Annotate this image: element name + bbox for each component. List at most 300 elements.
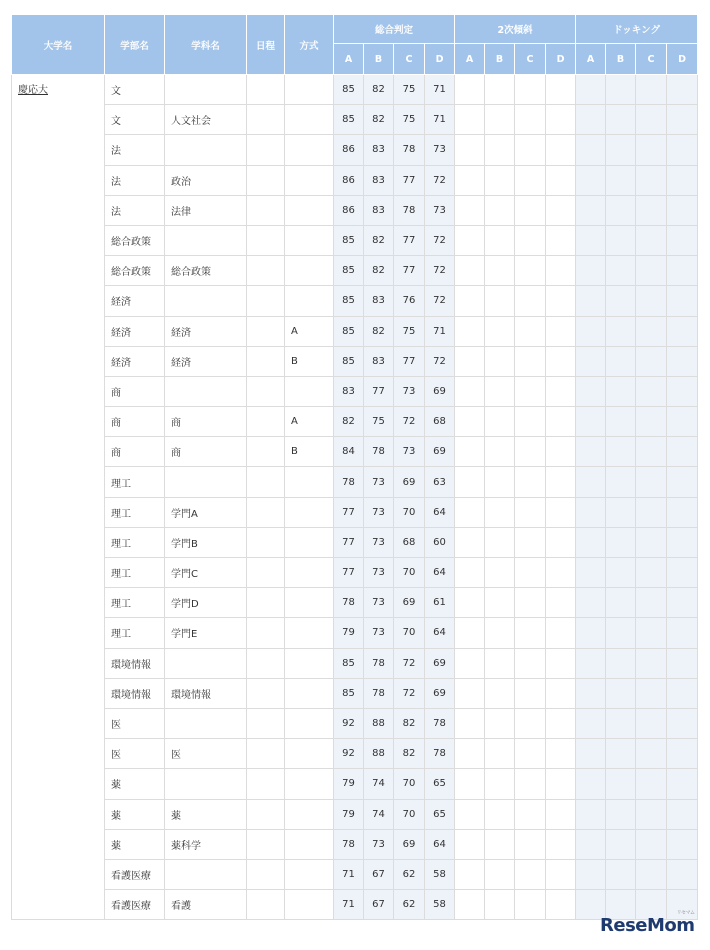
- docking-score-cell: [606, 437, 636, 467]
- niji-score-cell: [485, 618, 515, 648]
- sogo-score-cell: 85: [334, 225, 364, 255]
- header-group-niji: 2次傾斜: [455, 15, 576, 44]
- header-faculty: 学部名: [105, 15, 165, 75]
- sogo-score-cell: 76: [394, 286, 425, 316]
- schedule-cell: [247, 437, 285, 467]
- university-name-link[interactable]: [12, 75, 105, 920]
- niji-score-cell: [546, 859, 576, 889]
- table-row: [12, 829, 698, 859]
- schedule-cell: [247, 497, 285, 527]
- docking-score-cell: [576, 769, 606, 799]
- niji-score-cell: [546, 437, 576, 467]
- method-cell: [285, 497, 334, 527]
- table-row: [12, 588, 698, 618]
- sogo-score-cell: 71: [425, 105, 455, 135]
- sogo-score-cell: 69: [425, 376, 455, 406]
- header-letter: A: [334, 44, 364, 75]
- sogo-score-cell: 77: [364, 376, 394, 406]
- sogo-score-cell: 73: [394, 376, 425, 406]
- niji-score-cell: [485, 467, 515, 497]
- header-group-docking: ドッキング: [576, 15, 698, 44]
- sogo-score-cell: 72: [425, 286, 455, 316]
- method-cell: [285, 256, 334, 286]
- niji-score-cell: [515, 618, 546, 648]
- niji-score-cell: [485, 316, 515, 346]
- docking-score-cell: [576, 708, 606, 738]
- department-cell: 環境情報: [165, 678, 247, 708]
- method-cell: [285, 558, 334, 588]
- sogo-score-cell: 75: [394, 105, 425, 135]
- niji-score-cell: [485, 135, 515, 165]
- docking-score-cell: [576, 75, 606, 105]
- sogo-score-cell: 85: [334, 75, 364, 105]
- docking-score-cell: [576, 678, 606, 708]
- niji-score-cell: [515, 859, 546, 889]
- docking-score-cell: [576, 618, 606, 648]
- schedule-cell: [247, 799, 285, 829]
- sogo-score-cell: 83: [364, 135, 394, 165]
- logo-text: ReseMom: [600, 915, 695, 936]
- department-cell: [165, 467, 247, 497]
- niji-score-cell: [455, 708, 485, 738]
- schedule-cell: [247, 769, 285, 799]
- niji-score-cell: [515, 558, 546, 588]
- sogo-score-cell: 71: [425, 316, 455, 346]
- sogo-score-cell: 72: [394, 407, 425, 437]
- faculty-cell: 看護医療: [105, 890, 165, 920]
- schedule-cell: [247, 678, 285, 708]
- docking-score-cell: [606, 105, 636, 135]
- schedule-cell: [247, 890, 285, 920]
- docking-score-cell: [606, 225, 636, 255]
- docking-score-cell: [576, 437, 606, 467]
- department-cell: 人文社会: [165, 105, 247, 135]
- faculty-cell: 薬: [105, 799, 165, 829]
- faculty-cell: 理工: [105, 588, 165, 618]
- docking-score-cell: [606, 407, 636, 437]
- docking-score-cell: [606, 135, 636, 165]
- docking-score-cell: [606, 588, 636, 618]
- sogo-score-cell: 73: [364, 618, 394, 648]
- sogo-score-cell: 83: [364, 165, 394, 195]
- sogo-score-cell: 77: [334, 497, 364, 527]
- schedule-cell: [247, 105, 285, 135]
- method-cell: [285, 135, 334, 165]
- niji-score-cell: [485, 105, 515, 135]
- docking-score-cell: [667, 316, 698, 346]
- docking-score-cell: [667, 256, 698, 286]
- niji-score-cell: [546, 105, 576, 135]
- niji-score-cell: [515, 678, 546, 708]
- niji-score-cell: [485, 195, 515, 225]
- department-cell: [165, 769, 247, 799]
- sogo-score-cell: 78: [334, 588, 364, 618]
- method-cell: [285, 286, 334, 316]
- niji-score-cell: [455, 527, 485, 557]
- table-row: [12, 859, 698, 889]
- faculty-cell: 文: [105, 105, 165, 135]
- method-cell: [285, 195, 334, 225]
- sogo-score-cell: 62: [394, 890, 425, 920]
- faculty-cell: 商: [105, 376, 165, 406]
- sogo-score-cell: 73: [394, 437, 425, 467]
- faculty-cell: 理工: [105, 527, 165, 557]
- department-cell: 看護: [165, 890, 247, 920]
- docking-score-cell: [576, 558, 606, 588]
- niji-score-cell: [455, 225, 485, 255]
- faculty-cell: 経済: [105, 316, 165, 346]
- docking-score-cell: [636, 527, 667, 557]
- department-cell: [165, 286, 247, 316]
- docking-score-cell: [576, 648, 606, 678]
- sogo-score-cell: 73: [364, 497, 394, 527]
- docking-score-cell: [606, 165, 636, 195]
- niji-score-cell: [515, 376, 546, 406]
- header-letter: A: [455, 44, 485, 75]
- sogo-score-cell: 82: [364, 256, 394, 286]
- niji-score-cell: [546, 225, 576, 255]
- docking-score-cell: [576, 165, 606, 195]
- docking-score-cell: [636, 588, 667, 618]
- method-cell: [285, 859, 334, 889]
- niji-score-cell: [455, 195, 485, 225]
- sogo-score-cell: 73: [425, 195, 455, 225]
- niji-score-cell: [455, 346, 485, 376]
- docking-score-cell: [667, 497, 698, 527]
- sogo-score-cell: 72: [394, 648, 425, 678]
- docking-score-cell: [636, 618, 667, 648]
- sogo-score-cell: 72: [425, 346, 455, 376]
- schedule-cell: [247, 618, 285, 648]
- docking-score-cell: [667, 225, 698, 255]
- schedule-cell: [247, 829, 285, 859]
- docking-score-cell: [667, 859, 698, 889]
- method-cell: [285, 588, 334, 618]
- sogo-score-cell: 72: [425, 165, 455, 195]
- docking-score-cell: [576, 286, 606, 316]
- university-name[interactable]: 慶応大: [18, 85, 48, 96]
- sogo-score-cell: 65: [425, 799, 455, 829]
- niji-score-cell: [485, 890, 515, 920]
- faculty-cell: 薬: [105, 769, 165, 799]
- niji-score-cell: [515, 286, 546, 316]
- sogo-score-cell: 92: [334, 739, 364, 769]
- docking-score-cell: [606, 467, 636, 497]
- sogo-score-cell: 78: [364, 678, 394, 708]
- docking-score-cell: [636, 75, 667, 105]
- niji-score-cell: [515, 165, 546, 195]
- sogo-score-cell: 68: [394, 527, 425, 557]
- method-cell: [285, 739, 334, 769]
- niji-score-cell: [515, 256, 546, 286]
- schedule-cell: [247, 286, 285, 316]
- method-cell: [285, 165, 334, 195]
- docking-score-cell: [636, 376, 667, 406]
- docking-score-cell: [636, 829, 667, 859]
- docking-score-cell: [636, 286, 667, 316]
- niji-score-cell: [546, 407, 576, 437]
- faculty-cell: 環境情報: [105, 648, 165, 678]
- docking-score-cell: [606, 739, 636, 769]
- schedule-cell: [247, 739, 285, 769]
- docking-score-cell: [636, 195, 667, 225]
- department-cell: 経済: [165, 346, 247, 376]
- sogo-score-cell: 82: [394, 739, 425, 769]
- docking-score-cell: [576, 829, 606, 859]
- sogo-score-cell: 82: [364, 316, 394, 346]
- sogo-score-cell: 64: [425, 558, 455, 588]
- niji-score-cell: [455, 497, 485, 527]
- niji-score-cell: [546, 527, 576, 557]
- sogo-score-cell: 73: [364, 558, 394, 588]
- docking-score-cell: [667, 829, 698, 859]
- docking-score-cell: [636, 769, 667, 799]
- docking-score-cell: [667, 286, 698, 316]
- niji-score-cell: [515, 708, 546, 738]
- docking-score-cell: [667, 558, 698, 588]
- table-row: [12, 75, 698, 105]
- sogo-score-cell: 73: [364, 829, 394, 859]
- docking-score-cell: [636, 105, 667, 135]
- department-cell: 商: [165, 437, 247, 467]
- niji-score-cell: [515, 75, 546, 105]
- sogo-score-cell: 64: [425, 829, 455, 859]
- schedule-cell: [247, 648, 285, 678]
- niji-score-cell: [515, 829, 546, 859]
- table-row: [12, 708, 698, 738]
- faculty-cell: 経済: [105, 286, 165, 316]
- faculty-cell: 医: [105, 739, 165, 769]
- sogo-score-cell: 77: [394, 165, 425, 195]
- niji-score-cell: [546, 799, 576, 829]
- niji-score-cell: [515, 346, 546, 376]
- method-cell: [285, 467, 334, 497]
- docking-score-cell: [667, 769, 698, 799]
- docking-score-cell: [636, 497, 667, 527]
- niji-score-cell: [546, 75, 576, 105]
- sogo-score-cell: 67: [364, 890, 394, 920]
- sogo-score-cell: 72: [425, 256, 455, 286]
- niji-score-cell: [515, 527, 546, 557]
- docking-score-cell: [636, 558, 667, 588]
- schedule-cell: [247, 75, 285, 105]
- niji-score-cell: [455, 316, 485, 346]
- sogo-score-cell: 74: [364, 799, 394, 829]
- table-row: [12, 527, 698, 557]
- niji-score-cell: [546, 165, 576, 195]
- sogo-score-cell: 86: [334, 195, 364, 225]
- table-row: [12, 256, 698, 286]
- docking-score-cell: [606, 829, 636, 859]
- docking-score-cell: [636, 316, 667, 346]
- sogo-score-cell: 73: [364, 527, 394, 557]
- sogo-score-cell: 69: [394, 829, 425, 859]
- faculty-cell: 法: [105, 135, 165, 165]
- header-schedule: 日程: [247, 15, 285, 75]
- table-row: [12, 467, 698, 497]
- method-cell: B: [285, 346, 334, 376]
- niji-score-cell: [546, 497, 576, 527]
- table-row: [12, 135, 698, 165]
- niji-score-cell: [455, 105, 485, 135]
- department-cell: [165, 135, 247, 165]
- docking-score-cell: [606, 286, 636, 316]
- table-row: [12, 648, 698, 678]
- schedule-cell: [247, 316, 285, 346]
- faculty-cell: 理工: [105, 618, 165, 648]
- niji-score-cell: [485, 437, 515, 467]
- niji-score-cell: [485, 376, 515, 406]
- faculty-cell: 商: [105, 437, 165, 467]
- niji-score-cell: [546, 890, 576, 920]
- sogo-score-cell: 79: [334, 618, 364, 648]
- docking-score-cell: [576, 497, 606, 527]
- docking-score-cell: [606, 799, 636, 829]
- docking-score-cell: [636, 859, 667, 889]
- docking-score-cell: [636, 739, 667, 769]
- docking-score-cell: [576, 135, 606, 165]
- sogo-score-cell: 83: [334, 376, 364, 406]
- department-cell: [165, 708, 247, 738]
- docking-score-cell: [636, 225, 667, 255]
- docking-score-cell: [576, 467, 606, 497]
- sogo-score-cell: 79: [334, 769, 364, 799]
- niji-score-cell: [485, 225, 515, 255]
- niji-score-cell: [455, 588, 485, 618]
- sogo-score-cell: 62: [394, 859, 425, 889]
- niji-score-cell: [546, 708, 576, 738]
- sogo-score-cell: 70: [394, 558, 425, 588]
- sogo-score-cell: 77: [334, 558, 364, 588]
- niji-score-cell: [546, 558, 576, 588]
- header-group-sogo: 総合判定: [334, 15, 455, 44]
- niji-score-cell: [485, 708, 515, 738]
- niji-score-cell: [455, 618, 485, 648]
- faculty-cell: 商: [105, 407, 165, 437]
- header-letter: D: [546, 44, 576, 75]
- method-cell: B: [285, 437, 334, 467]
- method-cell: [285, 769, 334, 799]
- faculty-cell: 経済: [105, 346, 165, 376]
- sogo-score-cell: 85: [334, 256, 364, 286]
- sogo-score-cell: 73: [364, 588, 394, 618]
- docking-score-cell: [636, 648, 667, 678]
- method-cell: [285, 527, 334, 557]
- table-row: [12, 195, 698, 225]
- sogo-score-cell: 78: [334, 467, 364, 497]
- docking-score-cell: [636, 437, 667, 467]
- niji-score-cell: [485, 739, 515, 769]
- sogo-score-cell: 71: [334, 859, 364, 889]
- niji-score-cell: [546, 256, 576, 286]
- schedule-cell: [247, 558, 285, 588]
- niji-score-cell: [485, 165, 515, 195]
- sogo-score-cell: 71: [334, 890, 364, 920]
- docking-score-cell: [667, 678, 698, 708]
- niji-score-cell: [546, 376, 576, 406]
- niji-score-cell: [515, 799, 546, 829]
- niji-score-cell: [515, 195, 546, 225]
- faculty-cell: 法: [105, 195, 165, 225]
- niji-score-cell: [546, 346, 576, 376]
- niji-score-cell: [546, 829, 576, 859]
- header-letter: B: [485, 44, 515, 75]
- table-row: [12, 407, 698, 437]
- niji-score-cell: [455, 75, 485, 105]
- docking-score-cell: [667, 527, 698, 557]
- table-row: [12, 558, 698, 588]
- niji-score-cell: [515, 407, 546, 437]
- docking-score-cell: [576, 376, 606, 406]
- department-cell: 医: [165, 739, 247, 769]
- department-cell: 政治: [165, 165, 247, 195]
- table-row: [12, 165, 698, 195]
- schedule-cell: [247, 527, 285, 557]
- docking-score-cell: [667, 739, 698, 769]
- niji-score-cell: [546, 195, 576, 225]
- schedule-cell: [247, 708, 285, 738]
- docking-score-cell: [667, 799, 698, 829]
- niji-score-cell: [515, 769, 546, 799]
- sogo-score-cell: 83: [364, 346, 394, 376]
- niji-score-cell: [515, 437, 546, 467]
- niji-score-cell: [546, 135, 576, 165]
- sogo-score-cell: 67: [364, 859, 394, 889]
- resemom-logo: [600, 910, 695, 936]
- sogo-score-cell: 83: [364, 195, 394, 225]
- department-cell: [165, 376, 247, 406]
- docking-score-cell: [667, 376, 698, 406]
- table-row: [12, 678, 698, 708]
- schedule-cell: [247, 588, 285, 618]
- niji-score-cell: [455, 739, 485, 769]
- header-department: 学科名: [165, 15, 247, 75]
- docking-score-cell: [636, 799, 667, 829]
- sogo-score-cell: 78: [334, 829, 364, 859]
- sogo-score-cell: 77: [334, 527, 364, 557]
- table-row: [12, 286, 698, 316]
- sogo-score-cell: 85: [334, 286, 364, 316]
- table-row: [12, 316, 698, 346]
- docking-score-cell: [667, 105, 698, 135]
- logo-kana: リセマム: [676, 910, 695, 916]
- docking-score-cell: [667, 588, 698, 618]
- niji-score-cell: [455, 376, 485, 406]
- docking-score-cell: [576, 225, 606, 255]
- sogo-score-cell: 64: [425, 618, 455, 648]
- docking-score-cell: [576, 799, 606, 829]
- docking-score-cell: [576, 195, 606, 225]
- niji-score-cell: [546, 316, 576, 346]
- sogo-score-cell: 61: [425, 588, 455, 618]
- niji-score-cell: [515, 467, 546, 497]
- table-row: [12, 376, 698, 406]
- niji-score-cell: [485, 527, 515, 557]
- header-letter: C: [636, 44, 667, 75]
- sogo-score-cell: 69: [425, 648, 455, 678]
- docking-score-cell: [667, 467, 698, 497]
- sogo-score-cell: 82: [364, 225, 394, 255]
- sogo-score-cell: 69: [425, 437, 455, 467]
- niji-score-cell: [485, 769, 515, 799]
- docking-score-cell: [576, 739, 606, 769]
- faculty-cell: 理工: [105, 558, 165, 588]
- header-letter: D: [425, 44, 455, 75]
- method-cell: [285, 708, 334, 738]
- sogo-score-cell: 78: [394, 135, 425, 165]
- sogo-score-cell: 73: [425, 135, 455, 165]
- docking-score-cell: [606, 527, 636, 557]
